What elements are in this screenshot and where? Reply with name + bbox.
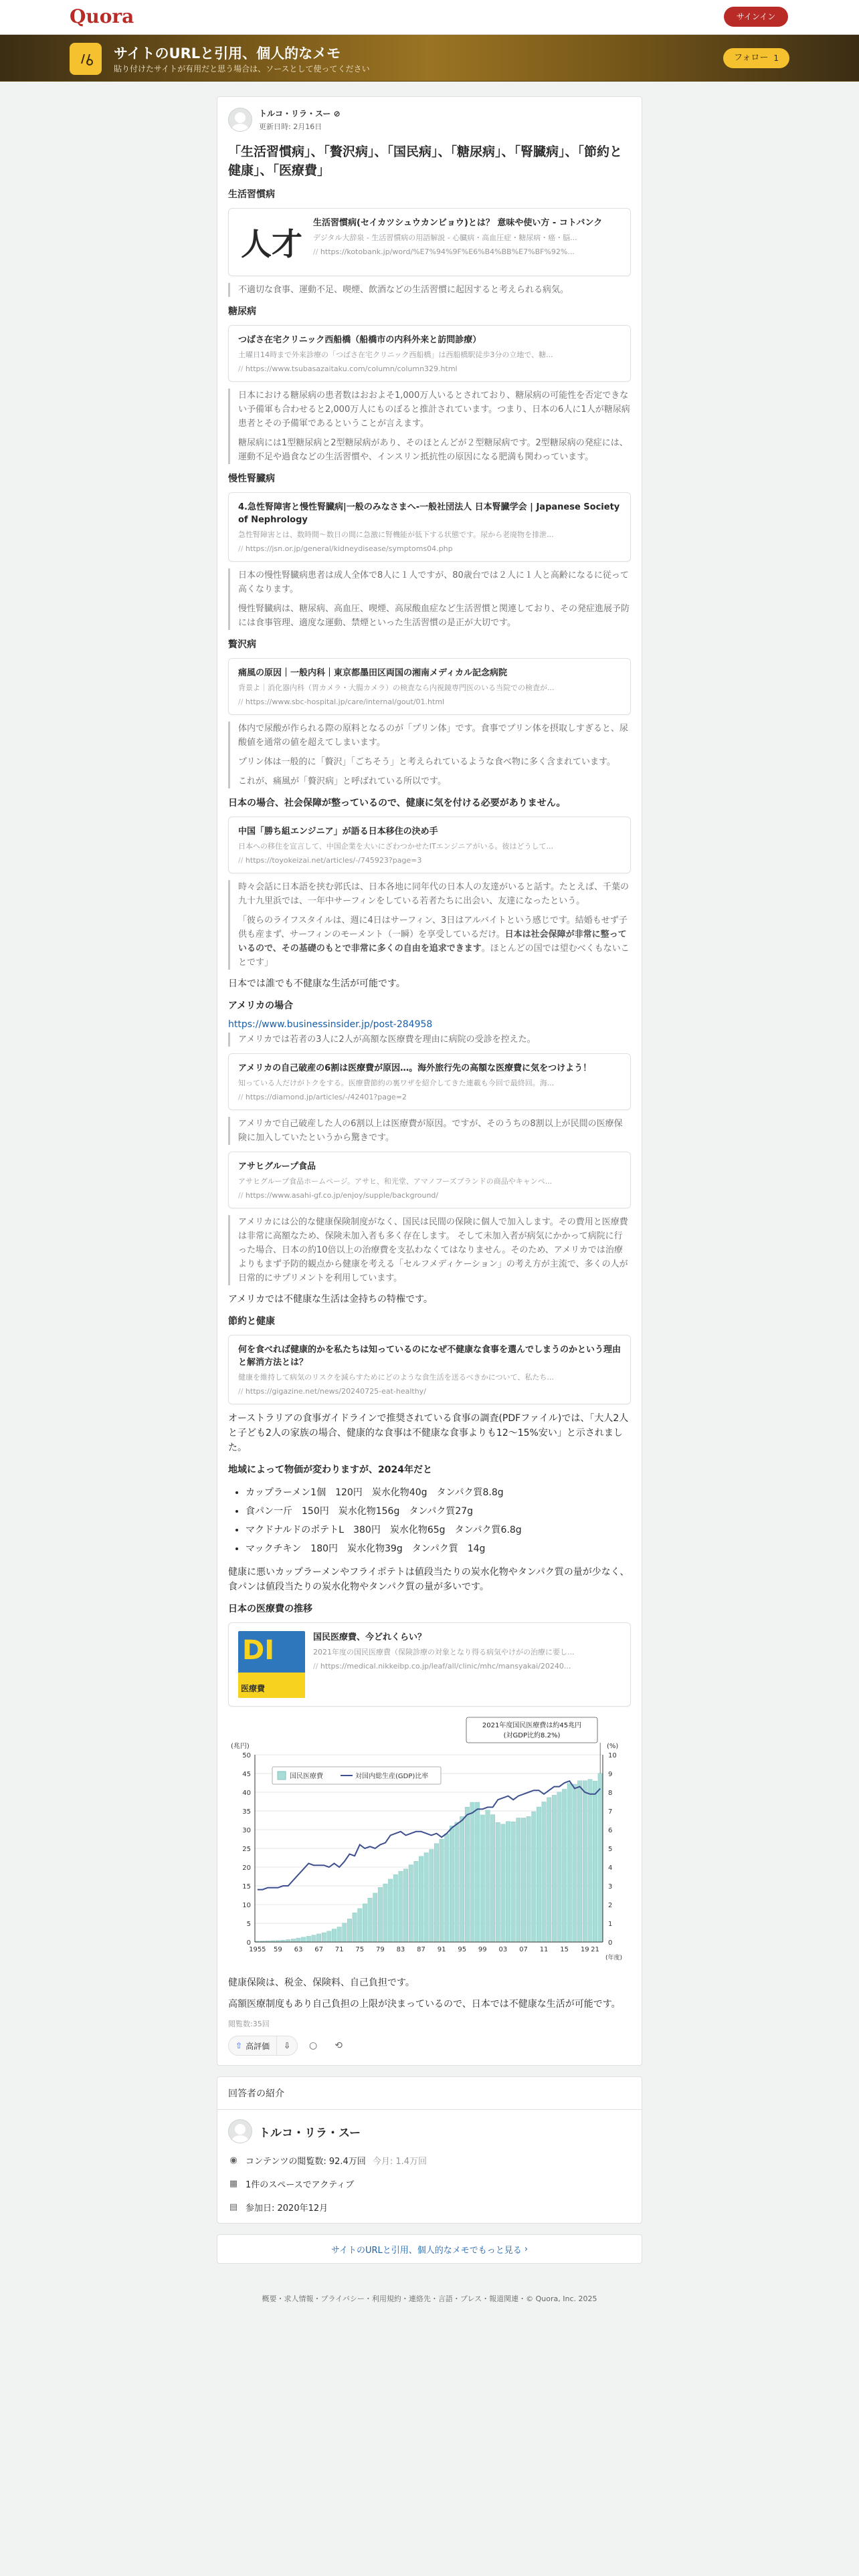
bar xyxy=(337,1927,341,1942)
bar xyxy=(470,1802,474,1942)
x-tick-label: 87 xyxy=(417,1946,425,1953)
blockquote xyxy=(228,389,631,464)
link-url: // https://gigazine.net/news/20240725-eat-healthy/ xyxy=(238,1387,621,1396)
y-tick-label: 35 xyxy=(242,1808,251,1816)
bar xyxy=(291,1939,295,1942)
legend-label: 国民医療費 xyxy=(290,1773,323,1780)
link-thumbnail: 人才 xyxy=(241,226,302,262)
y-unit: (兆円) xyxy=(231,1743,250,1750)
link-title: 何を食べれば健康的かを私たちは知っているのになぜ不健康な食事を選んでしまうのかという理由と解消方法とは？ xyxy=(238,1345,622,1368)
bar xyxy=(506,1822,510,1942)
bar xyxy=(383,1884,387,1942)
quote-text: 慢性腎臓病は、糖尿病、高血圧、喫煙、高尿酸血症など生活習慣と関連しており、その発症進展予防には食事管理、適度な運動、禁煙といった生活習慣の是正が大切です。 xyxy=(238,604,630,628)
y-tick-label: 10 xyxy=(242,1902,251,1909)
downvote-icon: ⇩ xyxy=(284,2041,291,2050)
legend-label: 対国内総生産(GDP)比率 xyxy=(355,1773,429,1780)
upvote-icon: ⇧ xyxy=(235,2041,243,2050)
link-desc: 健康を維持して病気のリスクを減らすためにどのような食生活を送るべきかについて、私たち... xyxy=(238,1373,554,1382)
y-tick-label: 15 xyxy=(242,1883,251,1891)
quote-text: アメリカで自己破産した人の6割以上は医療費が原因。ですが、そのうちの8割以上が民間の医療保険に加入していたというから驚きです。 xyxy=(238,1119,623,1143)
blockquote xyxy=(228,880,631,970)
chart-svg xyxy=(228,1715,632,1969)
bar xyxy=(286,1939,290,1942)
link-title: つばさ在宅クリニック西船橋（船橋市の内科外来と訪問診療） xyxy=(238,335,482,345)
list-item: • カップラーメン1個 120円 炭水化物40g タンパク質8.8g xyxy=(246,1483,631,1502)
y2-tick-label: 9 xyxy=(608,1771,613,1778)
link-card[interactable] xyxy=(228,1053,631,1110)
bar xyxy=(373,1893,377,1942)
y2-tick-label: 5 xyxy=(608,1846,613,1853)
bar xyxy=(403,1869,407,1942)
comment-icon: ○ xyxy=(309,2040,318,2051)
quote-text: 糖尿病には1型糖尿病と2型糖尿病があり、そのほとんどが２型糖尿病です。2型糖尿病の発症には、運動不足や過食などの生活習慣や、インスリン抵抗性の原因になる肥満も関わっています。 xyxy=(238,438,628,462)
y2-tick-label: 4 xyxy=(608,1864,613,1872)
main-column xyxy=(217,96,642,2264)
link-url: // https://toyokeizai.net/articles/-/745923?page=3 xyxy=(238,856,621,865)
link-card[interactable] xyxy=(228,658,631,715)
bar xyxy=(598,1774,602,1942)
stat-views: ◉ コンテンツの閲覧数: 92.4万回 今月: 1.4万回 xyxy=(228,2154,631,2167)
bar xyxy=(593,1781,597,1942)
y2-tick-label: 10 xyxy=(608,1752,617,1759)
bar xyxy=(460,1816,464,1942)
x-tick-label: 75 xyxy=(355,1946,365,1953)
y-tick-label: 30 xyxy=(242,1827,251,1834)
space-title[interactable]: サイトのURLと引用、個人的なメモ xyxy=(114,45,341,62)
section-heading: 日本の場合、社会保障が整っているので、健康に気を付ける必要がありません。 xyxy=(228,798,566,809)
quora-logo[interactable]: Quora xyxy=(70,5,134,27)
price-list xyxy=(228,1483,631,1558)
bar xyxy=(588,1780,592,1942)
quote-bold: 日本は社会保障が非常に整っているので、その基礎のもとで非常に多くの自由を追求できます xyxy=(238,930,627,954)
share-icon: ⟲ xyxy=(335,2040,343,2051)
y-tick-label: 5 xyxy=(246,1921,251,1928)
quote-text: 「彼らのライフスタイルは、週に4日はサーフィン、3日はアルバイトという感じです。結婚もせず子供も産まず、サーフィンのモーメント（一瞬）を享受しているだけ。日本は社会保障が非常に整っているので、その基礎のもとで非常に多くの自由を追求できます。ほとんどの国では望むべくもないことです」 xyxy=(238,916,630,968)
follow-label: フォロー xyxy=(734,53,769,63)
section-heading: 糖尿病 xyxy=(228,306,256,317)
bar xyxy=(521,1818,525,1942)
paragraph: アメリカでは不健康な生活は金持ちの特権です。 xyxy=(228,1294,433,1305)
bar xyxy=(542,1802,546,1942)
space-icon[interactable] xyxy=(70,43,102,75)
bar xyxy=(527,1816,531,1942)
section-header: 回答者の紹介 xyxy=(217,2077,642,2110)
post-title: 「生活習慣病」、「贅沢病」、「国民病」、「糖尿病」、「腎臓病」、「節約と健康」、「医療費」 xyxy=(228,144,623,178)
comment-button[interactable] xyxy=(303,2036,323,2056)
footer[interactable]: 概要・求人情報・プライバシー・利用規約・連絡先・言語・プレス・報道関連・© Quora, Inc. 2025 xyxy=(262,2294,597,2303)
bar xyxy=(312,1935,316,1942)
y-tick-label: 0 xyxy=(246,1939,251,1947)
link-url: // https://www.sbc-hospital.jp/care/internal/gout/01.html xyxy=(238,697,621,706)
y-tick-label: 40 xyxy=(242,1790,251,1797)
upvote-button[interactable] xyxy=(229,2036,277,2055)
link-card[interactable] xyxy=(228,1335,631,1404)
bar xyxy=(301,1937,305,1942)
y-tick-label: 45 xyxy=(242,1771,251,1778)
link-card[interactable] xyxy=(228,1152,631,1208)
bar xyxy=(343,1923,347,1942)
y2-tick-label: 6 xyxy=(608,1827,613,1834)
bar xyxy=(363,1904,367,1942)
post-author xyxy=(228,106,631,133)
link-desc: 日本への移住を宣言して、中国企業を大いにざわつかせたITエンジニアがいる。彼はどうして... xyxy=(238,842,553,851)
list-item: • マックチキン 180円 炭水化物39g タンパク質 14g xyxy=(246,1539,631,1558)
follow-button[interactable] xyxy=(723,48,789,68)
quote-text: 体内で尿酸が作られる際の原料となるのが「プリン体」です。食事でプリン体を摂取しすぎると、尿酸値を通常の値を超えてしまいます。 xyxy=(238,724,628,748)
bar xyxy=(552,1795,556,1942)
follow-count: 1 xyxy=(773,53,779,63)
blockquote xyxy=(228,722,631,788)
quote-text: これが、痛風が「贅沢病」と呼ばれている所以です。 xyxy=(238,776,446,786)
y2-unit: (%) xyxy=(607,1743,619,1750)
link-card[interactable] xyxy=(228,325,631,382)
x-tick-label: 79 xyxy=(375,1946,385,1953)
blockquote xyxy=(228,283,631,297)
link-title: 中国「勝ち組エンジニア」が語る日本移住の決め手 xyxy=(238,827,438,837)
x-tick-label: 21 xyxy=(591,1946,599,1953)
link-url: // https://jsn.or.jp/general/kidneydisease/symptoms04.php xyxy=(238,544,621,553)
top-bar xyxy=(0,0,859,35)
spaces-icon: ▦ xyxy=(229,2179,238,2189)
blockquote xyxy=(228,1033,631,1047)
bar xyxy=(316,1934,320,1942)
bar xyxy=(393,1874,397,1942)
link-url: // https://diamond.jp/articles/-/42401?page=2 xyxy=(238,1093,621,1101)
y-tick-label: 20 xyxy=(242,1864,251,1872)
bar xyxy=(532,1812,536,1942)
bar xyxy=(440,1839,444,1942)
bar xyxy=(501,1824,505,1942)
x-unit: (年度) xyxy=(605,1955,623,1961)
link-url: // https://www.asahi-gf.co.jp/enjoy/supple/background/ xyxy=(238,1191,621,1200)
quote-text: プリン体は一般的に「贅沢」「ごちそう」と考えられているような食べ物に多く含まれています。 xyxy=(238,757,615,767)
paragraph: 健康に悪いカップラーメンやフライポテトは値段当たりの炭水化物やタンパク質の量が少なく、食パンは値段当たりの炭水化物やタンパク質の量が多いです。 xyxy=(228,1567,630,1592)
link-desc: 知っている人だけがトクをする。医療費節約の裏ワザを紹介してきた連載も今回で最終回。海... xyxy=(238,1079,555,1087)
link-card[interactable] xyxy=(228,817,631,873)
bar xyxy=(496,1822,500,1942)
calendar-icon: ▤ xyxy=(229,2202,238,2212)
bar xyxy=(430,1850,434,1942)
bar xyxy=(368,1898,372,1942)
bar xyxy=(296,1938,300,1942)
bar xyxy=(486,1810,490,1942)
link-desc: デジタル大辞泉 - 生活習慣病の用語解説 - 心臓病・高血圧症・糖尿病・癌・脳... xyxy=(313,233,577,242)
bar xyxy=(573,1784,577,1942)
link-title: 4.急性腎障害と慢性腎臓病|一般のみなさまへ-一般社団法人 日本腎臓学会 | Japanese Society of Nephrology xyxy=(238,502,620,525)
link-title: 痛風の原因｜一般内科｜東京都墨田区両国の湘南メディカル記念病院 xyxy=(238,668,507,678)
y2-tick-label: 7 xyxy=(608,1808,613,1816)
legend-swatch-bar xyxy=(278,1772,286,1780)
answerer-section xyxy=(217,2076,642,2224)
bar xyxy=(399,1871,403,1942)
blockquote xyxy=(228,1117,631,1145)
y2-tick-label: 2 xyxy=(608,1902,613,1909)
link-url: // https://medical.nikkeibp.co.jp/leaf/all/clinic/mhc/mansyakai/20240... xyxy=(313,1662,621,1671)
inline-link[interactable]: https://www.businessinsider.jp/post-284958 xyxy=(228,1019,433,1030)
profile xyxy=(217,2110,642,2223)
bar xyxy=(562,1789,566,1942)
post-card xyxy=(217,96,642,2066)
bar xyxy=(419,1856,423,1942)
bar xyxy=(434,1844,438,1942)
link-card[interactable] xyxy=(228,208,631,276)
x-tick-label: 59 xyxy=(274,1946,282,1953)
bar xyxy=(322,1933,326,1942)
link-desc: 急性腎障害とは、数時間〜数日の間に急激に腎機能が低下する状態です。尿から老廃物を排泄... xyxy=(238,530,554,539)
annotation-text: 2021年度国民医療費は約45兆円 xyxy=(482,1722,582,1729)
list-item: • 食パン一斤 150円 炭水化物156g タンパク質27g xyxy=(246,1502,631,1521)
quote-text: 日本の慢性腎臓病患者は成人全体で8人に１人ですが、80歳台では２人に１人と高齢になるに従って高くなります。 xyxy=(238,570,629,595)
stat-joined: ▤ 参加日: 2020年12月 xyxy=(229,2202,328,2214)
blockquote xyxy=(228,1215,631,1285)
link-title: 生活習慣病(セイカツシュウカンビョウ)とは？ 意味や使い方 - コトバンク xyxy=(313,218,603,228)
x-tick-label: 03 xyxy=(498,1946,508,1953)
quote-text: 時々会話に日本語を挟む郭氏は、日本各地に同年代の日本人の友達がいると話す。たとえば、千葉の九十九里浜では、一年中サーフィンをしている若者たちに出会い、友達になったという。 xyxy=(238,882,629,906)
avatar[interactable] xyxy=(228,2119,252,2143)
x-tick-label: 63 xyxy=(294,1946,303,1953)
bar xyxy=(445,1834,449,1942)
bar xyxy=(388,1879,392,1942)
upvote-label: 高評価 xyxy=(246,2041,270,2051)
paragraph: オーストラリアの食事ガイドラインで推奨されている食事の調査(PDFファイル)では、「大人2人と子ども2人の家族の場合、健康的な食事は不健康な食事よりも12～15%安い」と示されました。 xyxy=(228,1413,629,1453)
link-desc: 2021年度の国民医療費（保険診療の対象となり得る病気やけがの治療に要し... xyxy=(313,1648,575,1656)
bar xyxy=(537,1807,541,1942)
section-heading: 生活習慣病 xyxy=(228,189,275,200)
y2-tick-label: 8 xyxy=(608,1790,613,1797)
bar xyxy=(455,1822,459,1942)
link-url: // https://www.tsubasazaitaku.com/column/column329.html xyxy=(238,364,621,373)
signin-button[interactable]: サインイン xyxy=(724,7,788,27)
link-title: アメリカの自己破産の6割は医療費が原因…。海外旅行先の高額な医療費に気をつけよう！ xyxy=(238,1063,592,1073)
section-heading: 贅沢病 xyxy=(228,639,256,650)
view-count: 閲覧数:35回 xyxy=(228,2020,270,2028)
profile-name[interactable]: トルコ・リラ・スー xyxy=(259,2126,361,2140)
bar xyxy=(353,1913,357,1942)
blockquote xyxy=(228,568,631,630)
quote-text: 不適切な食事、運動不足、喫煙、飲酒などの生活習慣に起因すると考えられる病気。 xyxy=(238,285,569,295)
bar xyxy=(583,1781,587,1942)
avatar[interactable] xyxy=(228,108,252,132)
chevron-right-icon: › xyxy=(521,2244,529,2254)
x-tick-label: 71 xyxy=(335,1946,344,1953)
x-tick-label: 95 xyxy=(458,1946,467,1953)
section-heading: アメリカの場合 xyxy=(228,1000,294,1011)
author-name[interactable]: トルコ・リラ・スー ⊘ xyxy=(259,109,341,118)
x-tick-label: 15 xyxy=(560,1946,569,1953)
paragraph: 健康保険は、税金、保険料、自己負担です。 xyxy=(228,1977,415,1988)
x-tick-label: 91 xyxy=(437,1946,446,1953)
bar xyxy=(511,1822,515,1942)
bar xyxy=(475,1802,479,1942)
space-banner xyxy=(0,35,859,82)
bar xyxy=(358,1909,362,1942)
link-desc: 背景よ｜消化器内科（胃カメラ・大腸カメラ）の検査なら内視鏡専門医のいる当院での検査が... xyxy=(238,683,555,692)
bar xyxy=(547,1798,551,1942)
space-subtitle: 貼り付けたサイトが有用だと思う場合は、ソースとして使ってください xyxy=(114,64,370,74)
y2-tick-label: 1 xyxy=(608,1921,613,1928)
quote-text: アメリカには公的な健康保険制度がなく、国民は民間の保険に個人で加入します。その費用と医療費は非常に高額なため、保険未加入者も多く存在します。 そして未加入者が病気にかかって病院に行った場合、日本の約10倍以上の治療費を支払わなくてはなりません。そのため、アメリカでは治療よりもまず予防的観点から健康を考える「セルフメディケーション」の考え方が主流で、多くの人が日常的にサプリメントを利用しています。 xyxy=(238,1217,628,1283)
section-heading: 日本の医療費の推移 xyxy=(228,1604,312,1614)
link-thumbnail: DI 医療費 xyxy=(238,1631,305,1698)
stat-spaces: ▦ 1件のスペースでアクティブ xyxy=(229,2179,355,2190)
link-desc: 土曜日14時まで外来診療の「つばさ在宅クリニック西船橋」は西船橋駅徒歩3分の立地で、糖... xyxy=(238,350,553,359)
check-icon: ⊘ xyxy=(333,109,341,118)
vote-pill xyxy=(228,2036,298,2056)
downvote-button[interactable] xyxy=(277,2036,297,2055)
x-tick-label: 1955 xyxy=(249,1946,266,1953)
x-tick-label: 19 xyxy=(580,1946,589,1953)
bar xyxy=(306,1936,310,1942)
bar xyxy=(577,1781,581,1942)
y2-tick-label: 3 xyxy=(608,1883,613,1891)
post-date[interactable]: 更新日時: 2月16日 xyxy=(259,122,322,131)
bar xyxy=(378,1887,382,1942)
bar xyxy=(424,1852,428,1942)
x-tick-label: 99 xyxy=(478,1946,487,1953)
list-item: • マクドナルドのポテトL 380円 炭水化物65g タンパク質6.8g xyxy=(246,1521,631,1539)
bar xyxy=(567,1784,571,1942)
share-button[interactable] xyxy=(328,2036,349,2056)
x-tick-label: 11 xyxy=(539,1946,549,1953)
action-bar xyxy=(228,2036,631,2056)
bar xyxy=(450,1826,454,1942)
bar xyxy=(557,1792,561,1942)
bar xyxy=(414,1861,418,1942)
medical-cost-chart xyxy=(228,1715,632,1969)
x-tick-label: 67 xyxy=(314,1946,323,1953)
bar xyxy=(332,1929,336,1942)
quote-text: 日本における糖尿病の患者数はおおよそ1,000万人いるとされており、糖尿病の可能性を否定できない予備軍も合わせると2,000万人にものぼると推計されています。つまり、日本の6人に1人が糖尿病患者とその予備軍であるということが言えます。 xyxy=(238,391,630,429)
bar xyxy=(465,1807,469,1942)
eye-icon: ◉ xyxy=(229,2155,237,2165)
bar xyxy=(516,1818,520,1942)
see-more-button[interactable]: サイトのURLと引用、個人的なメモでもっと見る › xyxy=(217,2234,642,2264)
link-card[interactable] xyxy=(228,492,631,562)
section-heading: 地域によって物価が変わりますが、2024年だと xyxy=(228,1465,432,1475)
bar xyxy=(480,1815,484,1942)
link-card[interactable] xyxy=(228,1622,631,1707)
quote-text: アメリカでは若者の3人に2人が高額な医療費を理由に病院の受診を控えた。 xyxy=(238,1035,536,1045)
link-url: // https://kotobank.jp/word/%E7%94%9F%E6%B4%BB%E7%BF%92%... xyxy=(313,247,621,256)
section-heading: 節約と健康 xyxy=(228,1316,275,1327)
link-title: 国民医療費、今どれくらい？ xyxy=(313,1632,427,1642)
y2-tick-label: 0 xyxy=(608,1939,613,1947)
annotation-text: (対GDP比約8.2%) xyxy=(503,1732,561,1739)
paragraph: 高額医療制度もあり自己負担の上限が決まっているので、日本では不健康な生活が可能です。 xyxy=(228,1999,621,2010)
paragraph: 日本では誰でも不健康な生活が可能です。 xyxy=(228,978,405,989)
bar xyxy=(409,1865,413,1942)
x-tick-label: 83 xyxy=(396,1946,405,1953)
bar xyxy=(347,1919,351,1942)
bar xyxy=(490,1815,494,1942)
y-tick-label: 25 xyxy=(242,1846,251,1853)
section-heading: 慢性腎臓病 xyxy=(228,473,275,484)
x-tick-label: 07 xyxy=(519,1946,528,1953)
link-title: アサヒグループ食品 xyxy=(238,1162,316,1172)
link-desc: アサヒグループ食品ホームページ。アサヒ、和光堂、アマノフーズブランドの商品やキャンペ... xyxy=(238,1177,553,1186)
y-tick-label: 50 xyxy=(242,1752,251,1759)
bar xyxy=(327,1931,331,1942)
